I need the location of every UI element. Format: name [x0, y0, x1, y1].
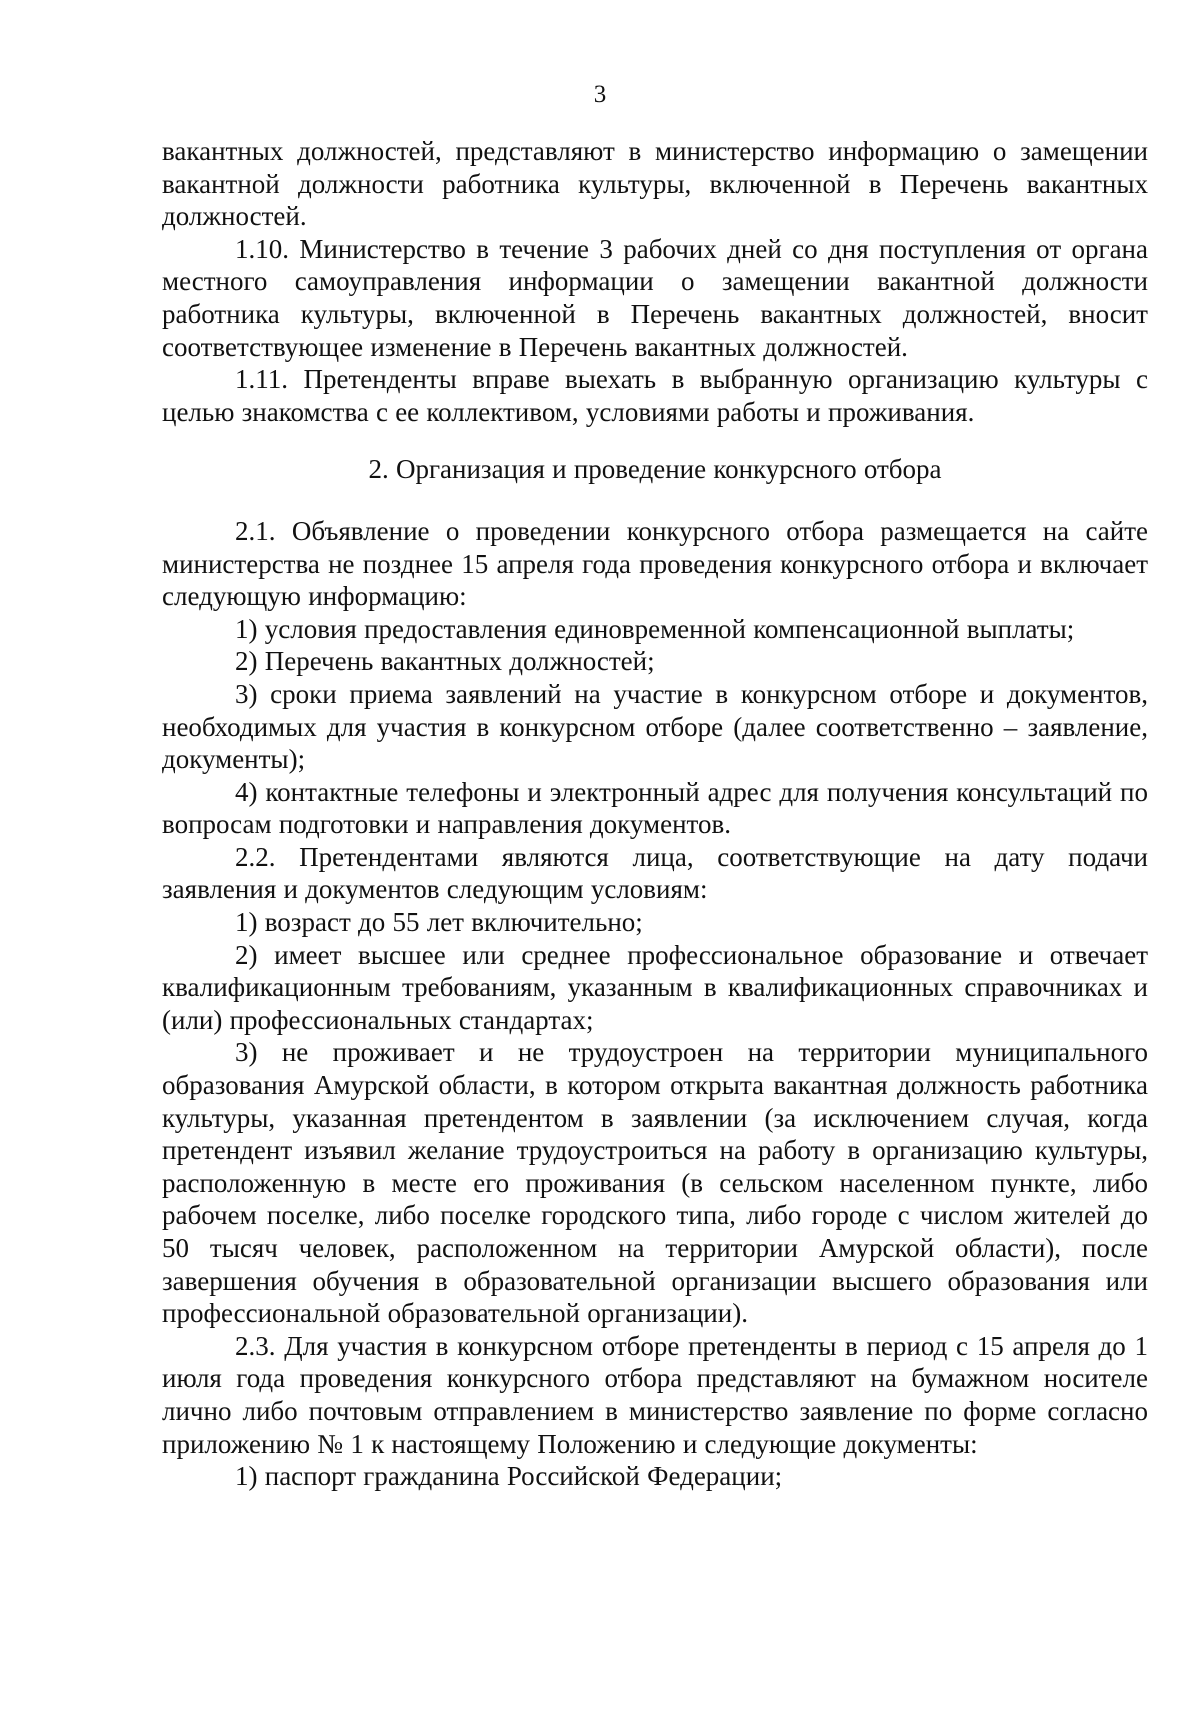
list-item-2-3-1: 1) паспорт гражданина Российской Федерации; — [235, 1461, 783, 1492]
paragraph-2-2: 2.2. Претендентами являются лица, соответствующие на дату подачи заявления и документов следующим условиям: — [162, 841, 1148, 905]
list-item-2-1-1: 1) условия предоставления единовременной компенсационной выплаты; — [235, 613, 1075, 644]
paragraph-continuation: вакантных должностей, представляют в министерство информацию о замещении вакантной должности работника культуры, включенной в Перечень вакантных должностей. — [162, 136, 1148, 232]
list-item-2-1-2: 2) Перечень вакантных должностей; — [235, 646, 655, 677]
document-body — [162, 135, 1148, 1493]
list-item-2-1-4: 4) контактные телефоны и электронный адрес для получения консультаций по вопросам подготовки и направления документов. — [162, 776, 1148, 840]
paragraph-2-1: 2.1. Объявление о проведении конкурсного отбора размещается на сайте министерства не позднее 15 апреля года проведения конкурсного отбора и включает следующую информацию: — [162, 515, 1148, 612]
paragraph-2-3: 2.3. Для участия в конкурсном отборе претенденты в период с 15 апреля до 1 июля года проведения конкурсного отбора представляют на бумажном носителе лично либо почтовым отправлением в министерство заявление по форме согласно приложению № 1 к настоящему Положению и следующие документы: — [162, 1330, 1148, 1459]
list-item-2-2-3: 3) не проживает и не трудоустроен на территории муниципального образования Амурской области, в котором открыта вакантная должность работника культуры, указанная претендентом в заявлении (за исключением случая, когда претендент изъявил желание трудоустроиться на работу в организацию культуры, расположенную в месте его проживания (в сельском населенном пункте, либо рабочем поселке, либо поселке городского типа, либо городе с числом жителей до 50 тысяч человек, расположенном на территории Амурской области), после завершения обучения в образовательной организации высшего образования или профессиональной образовательной организации). — [162, 1037, 1148, 1329]
list-item-2-1-3: 3) сроки приема заявлений на участие в конкурсном отборе и документов, необходимых для участия в конкурсном отборе (далее соответственно – заявление, документы); — [162, 678, 1148, 775]
list-item-2-2-1: 1) возраст до 55 лет включительно; — [235, 907, 643, 938]
list-item-2-2-2: 2) имеет высшее или среднее профессиональное образование и отвечает квалификационным требованиям, указанным в квалификационных справочниках и (или) профессиональных стандартах; — [162, 939, 1148, 1035]
paragraph-1-11: 1.11. Претенденты вправе выехать в выбранную организацию культуры с целью знакомства с ее коллективом, условиями работы и проживания. — [162, 364, 1148, 427]
paragraph-1-10: 1.10. Министерство в течение 3 рабочих дней со дня поступления от органа местного самоуправления информации о замещении вакантной должности работника культуры, включенной в Перечень вакантных должностей, вносит соответствующее изменение в Перечень вакантных должностей. — [162, 233, 1148, 362]
page-number: 3 — [593, 81, 607, 108]
section-heading: 2. Организация и проведение конкурсного отбора — [368, 454, 942, 485]
